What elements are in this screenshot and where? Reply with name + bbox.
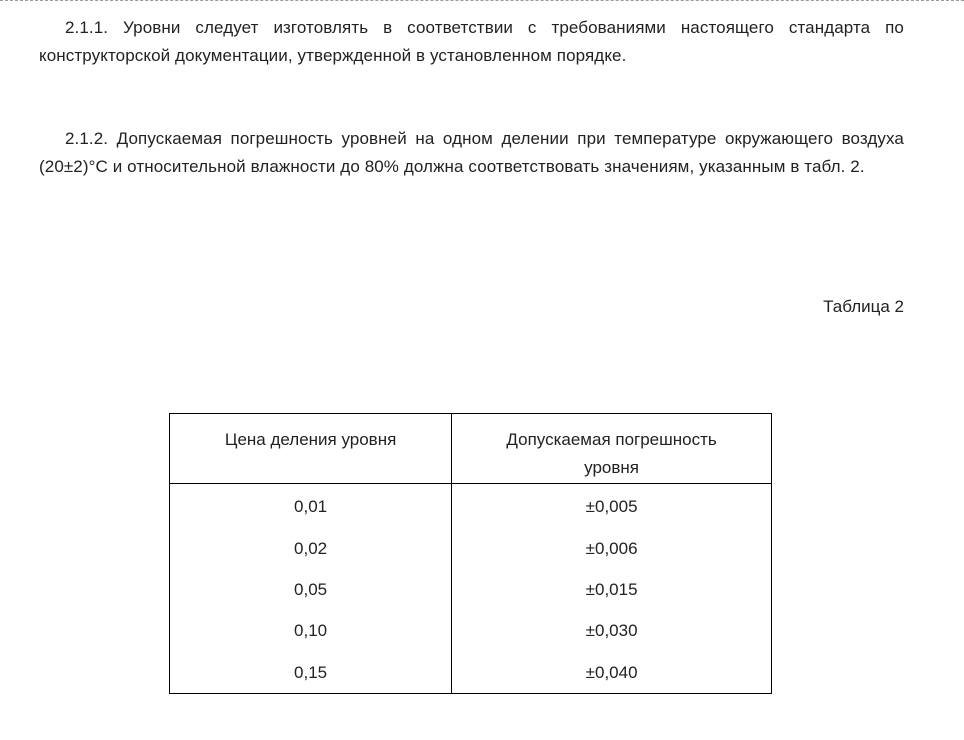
division-value-cell: 0,15 <box>170 652 452 694</box>
permissible-error-cell: ±0,015 <box>452 569 772 610</box>
permissible-error-cell: ±0,040 <box>452 652 772 694</box>
page-top-divider <box>0 0 964 1</box>
division-value-cell: 0,02 <box>170 527 452 568</box>
tolerance-table <box>169 413 772 694</box>
header-division-value: Цена деления уровня <box>170 414 452 484</box>
permissible-error-cell: ±0,030 <box>452 610 772 651</box>
table-row <box>170 484 772 528</box>
table-header-row <box>170 414 772 484</box>
table-row <box>170 652 772 694</box>
permissible-error-cell: ±0,006 <box>452 527 772 568</box>
division-value-cell: 0,01 <box>170 484 452 528</box>
table-row <box>170 569 772 610</box>
division-value-cell: 0,05 <box>170 569 452 610</box>
permissible-error-cell: ±0,005 <box>452 484 772 528</box>
table-row <box>170 610 772 651</box>
paragraph-2-1-1: 2.1.1. Уровни следует изготовлять в соответствии с требованиями настоящего стандарта по конструкторской документации, утвержденной в установленном порядке. <box>39 18 904 65</box>
table-row <box>170 527 772 568</box>
table-caption: Таблица 2 <box>823 297 904 316</box>
header-permissible-error-label: Допускаемая погрешность уровня <box>506 430 717 477</box>
header-permissible-error <box>452 414 772 484</box>
paragraph-2-1-2: 2.1.2. Допускаемая погрешность уровней на одном делении при температуре окружающего воздуха (20±2)°С и относительной влажности до 80% должна соответствовать значениям, указанным в табл. 2. <box>39 129 904 176</box>
division-value-cell: 0,10 <box>170 610 452 651</box>
